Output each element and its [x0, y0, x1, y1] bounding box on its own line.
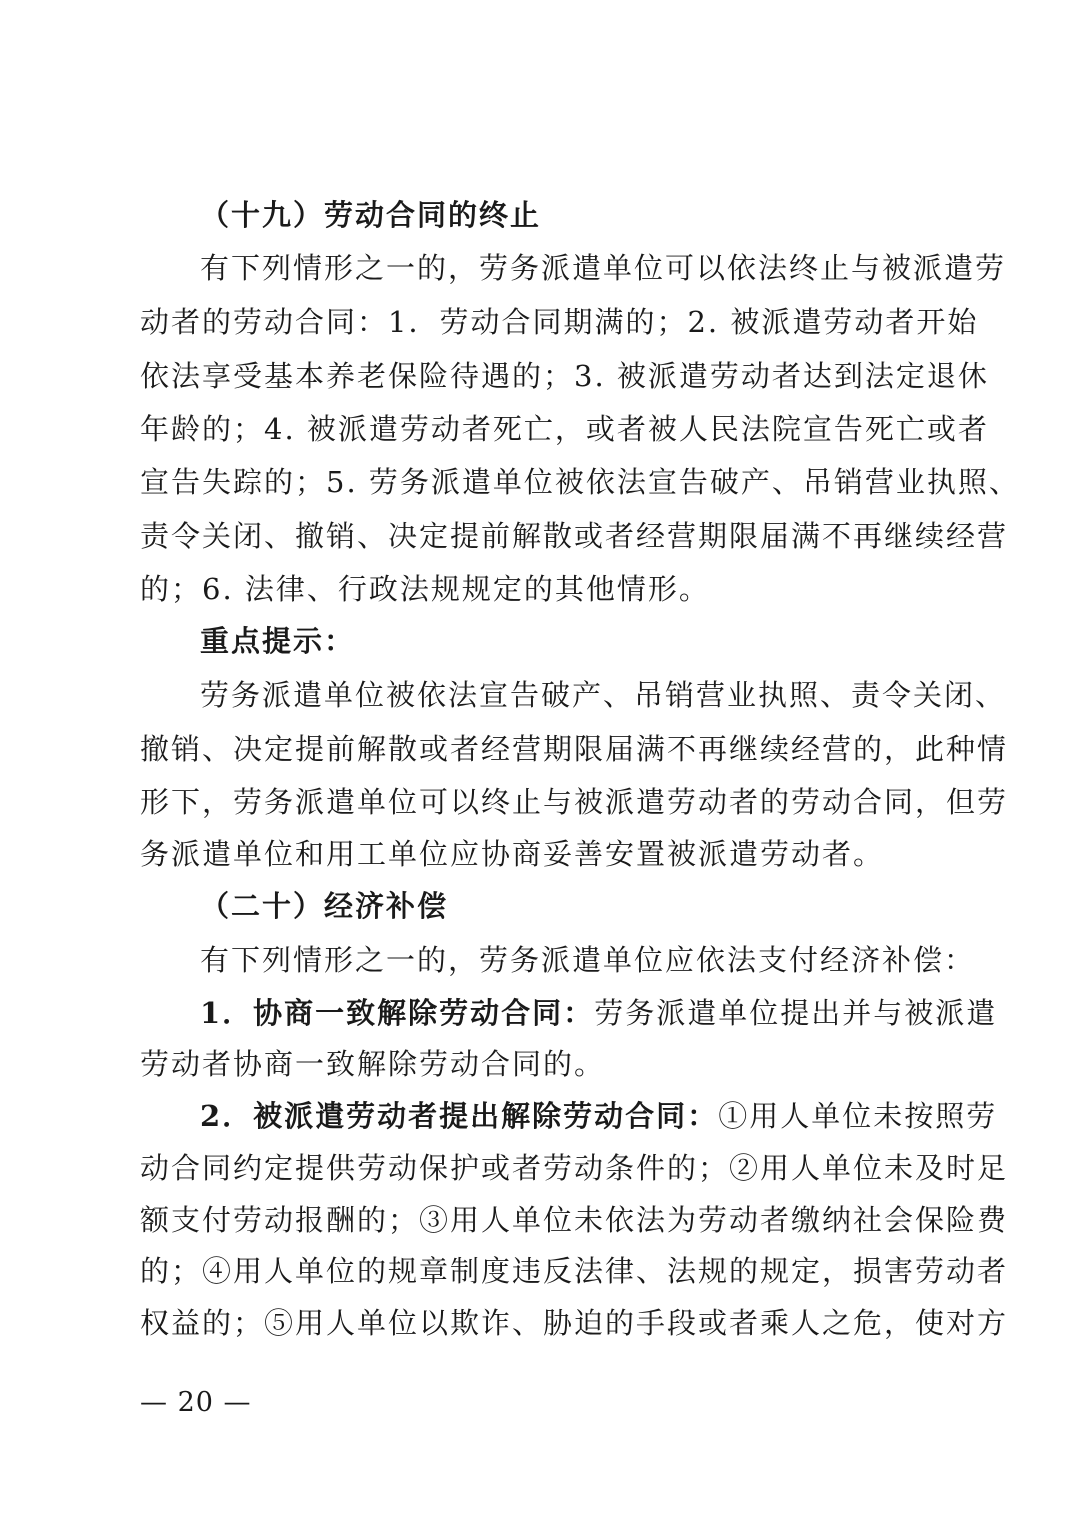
page-number: — 20 — [140, 1387, 252, 1418]
section-19-line: 依法享受基本养老保险待遇的；3. 被派遣劳动者达到法定退休 [140, 359, 989, 393]
item-1-text: 劳务派遣单位提出并与被派遣 [594, 996, 998, 1030]
item-2-label: 2．被派遣劳动者提出解除劳动合同： [200, 1099, 719, 1133]
section-20-item-2-line: 额支付劳动报酬的；③用人单位未依法为劳动者缴纳社会保险费 [140, 1203, 1009, 1237]
section-20-item-2-line: 权益的；⑤用人单位以欺诈、胁迫的手段或者乘人之危，使对方 [140, 1306, 1009, 1340]
section-20-item-2 [200, 1096, 998, 1136]
section-20-item-1 [200, 993, 998, 1033]
section-19-line: 动者的劳动合同：1．劳动合同期满的；2. 被派遣劳动者开始 [140, 305, 979, 339]
item-1-label: 1．协商一致解除劳动合同： [200, 996, 595, 1030]
section-20-heading: （二十）经济补偿 [200, 889, 449, 923]
section-20-intro: 有下列情形之一的，劳务派遣单位应依法支付经济补偿： [200, 943, 976, 977]
section-19-line: 的；6. 法律、行政法规规定的其他情形。 [140, 572, 710, 606]
section-19-line: 宣告失踪的；5. 劳务派遣单位被依法宣告破产、吊销营业执照、 [140, 465, 1020, 499]
section-20-item-1-line: 劳动者协商一致解除劳动合同的。 [140, 1047, 606, 1081]
key-tip-line: 撤销、决定提前解散或者经营期限届满不再继续经营的，此种情 [140, 732, 1009, 766]
section-19-line: 责令关闭、撤销、决定提前解散或者经营期限届满不再继续经营 [140, 519, 1009, 553]
section-20-item-2-line: 的；④用人单位的规章制度违反法律、法规的规定，损害劳动者 [140, 1254, 1009, 1288]
section-20-item-2-line: 动合同约定提供劳动保护或者劳动条件的；②用人单位未及时足 [140, 1151, 1009, 1185]
item-2-text: ①用人单位未按照劳 [718, 1099, 998, 1133]
key-tip-line: 形下，劳务派遣单位可以终止与被派遣劳动者的劳动合同，但劳 [140, 785, 1009, 819]
section-19-heading: （十九）劳动合同的终止 [200, 198, 542, 232]
key-tip-line: 务派遣单位和用工单位应协商妥善安置被派遣劳动者。 [140, 837, 885, 871]
key-tip-line: 劳务派遣单位被依法宣告破产、吊销营业执照、责令关闭、 [200, 678, 1007, 712]
key-tip-heading: 重点提示： [200, 624, 356, 658]
section-19-line: 年龄的；4. 被派遣劳动者死亡，或者被人民法院宣告死亡或者 [140, 412, 989, 446]
section-19-line: 有下列情形之一的，劳务派遣单位可以依法终止与被派遣劳 [200, 251, 1007, 285]
